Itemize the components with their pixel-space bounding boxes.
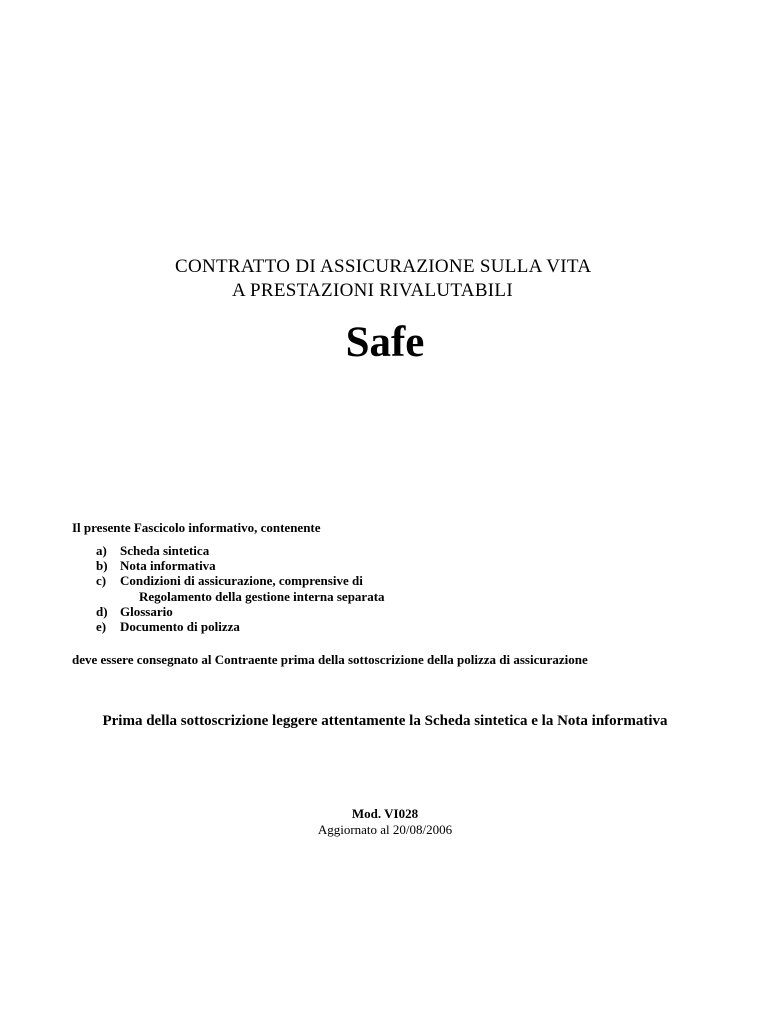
model-code: Mod. VI028: [351, 806, 419, 821]
list-item: [96, 558, 385, 573]
list-item: [96, 619, 385, 634]
intro-text: Il presente Fascicolo informativo, contenente: [72, 520, 321, 535]
list-marker: a): [96, 543, 107, 558]
delivery-note: deve essere consegnato al Contraente prima della sottoscrizione della polizza di assicurazione: [72, 652, 588, 667]
update-date: Aggiornato al 20/08/2006: [317, 822, 453, 837]
contract-title-line-2: A PRESTAZIONI RIVALUTABILI: [232, 280, 513, 301]
list-marker: e): [96, 619, 107, 635]
list-marker: c): [96, 573, 107, 589]
list-item-label: Glossario: [120, 603, 173, 619]
contract-title-line-1: CONTRATTO DI ASSICURAZIONE SULLA VITA: [175, 256, 592, 277]
list-marker: d): [96, 603, 108, 619]
list-item-label: Scheda sintetica: [120, 543, 210, 558]
list-item-continuation: Regolamento della gestione interna separata: [139, 588, 385, 604]
document-list: [96, 543, 385, 634]
list-item: [96, 543, 385, 558]
list-item-label: Documento di polizza: [120, 619, 240, 635]
product-name: Safe: [345, 319, 425, 366]
list-item: [96, 573, 385, 603]
reading-warning: Prima della sottoscrizione leggere attentamente la Scheda sintetica e la Nota informativa: [102, 713, 668, 729]
list-item-label: Nota informativa: [120, 558, 216, 574]
list-item-label: Condizioni di assicurazione, comprensive di: [120, 573, 363, 589]
list-item: [96, 604, 385, 619]
list-marker: b): [96, 558, 108, 574]
